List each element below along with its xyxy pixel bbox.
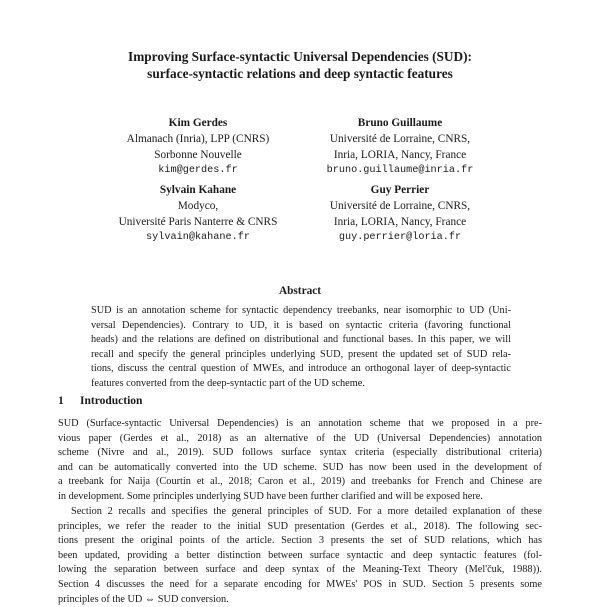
author-affiliation: Université de Lorraine, CNRS, xyxy=(329,132,471,145)
section-heading-introduction xyxy=(58,395,142,407)
intro-paragraph-2 xyxy=(58,505,542,607)
intro-paragraph-1 xyxy=(58,417,542,505)
author-name: Guy Perrier xyxy=(370,184,430,196)
author-affiliation: Almanach (Inria), LPP (CNRS) xyxy=(126,132,270,145)
abstract-line: recall and specify the general principles underlying SUD, present the updated set of SUD rela- xyxy=(91,348,511,360)
body-line: lowing the separation between surface and deep syntax of the Meaning-Text Theory (Mel'čuk, 1988)). xyxy=(58,564,542,576)
author-block-kahane xyxy=(88,183,308,246)
author-affiliation: Sorbonne Nouvelle xyxy=(154,148,242,161)
body-line: a treebank for Naija (Courtin et al., 2018; Caron et al., 2019) and treebanks for French and Chinese are xyxy=(58,476,542,488)
abstract-line: heads) and the relations are defined on distributional and functional bases. In this paper, we will xyxy=(91,334,511,346)
abstract-line: features converted from the deep-syntactic part of the UD scheme. xyxy=(91,377,365,389)
author-block-guillaume xyxy=(290,116,510,179)
author-affiliation: Université de Lorraine, CNRS, xyxy=(329,199,471,212)
author-block-perrier xyxy=(290,183,510,246)
body-line: been updated, providing a better distinction between surface syntactic and deep syntactic features (fol- xyxy=(58,549,542,561)
body-line: principles of the UD ⇔ SUD conversion. xyxy=(58,593,229,605)
body-line: SUD (Surface-syntactic Universal Dependencies) is an annotation scheme that we proposed in a pre- xyxy=(58,418,542,429)
title-line-2: surface-syntactic relations and deep syntactic features xyxy=(147,66,453,81)
author-affiliation: Modyco, xyxy=(177,199,219,212)
body-line: tions present the original points of the article. Section 3 presents the set of SUD relations, which has xyxy=(58,535,542,547)
author-email: guy.perrier@loria.fr xyxy=(338,232,462,244)
author-name: Kim Gerdes xyxy=(168,117,228,129)
abstract-heading: Abstract xyxy=(278,285,322,297)
author-affiliation: Inria, LORIA, Nancy, France xyxy=(333,215,467,228)
abstract-line: versal Dependencies). Contrary to UD, it is based on syntactic criteria (favoring functional xyxy=(91,319,511,331)
title-line-1: Improving Surface-syntactic Universal Dependencies (SUD): xyxy=(128,49,472,64)
body-line: Section 2 recalls and specifies the general principles of SUD. For a more detailed explanation of these xyxy=(71,506,542,517)
body-line: vious paper (Gerdes et al., 2018) as an alternative of the UD (Universal Dependencies) annotation xyxy=(58,432,542,444)
body-line: Section 4 discusses the need for a separate encoding for MWEs' POS in SUD. Section 5 presents some xyxy=(58,578,542,590)
body-line: and can be automatically converted into the UD scheme. SUD has now been used in the development of xyxy=(58,461,542,473)
body-line: in development. Some principles underlying SUD have been further clarified and will be exposed here. xyxy=(58,490,483,502)
body-line: principles, we refer the reader to the initial SUD presentation (Gerdes et al., 2018). The following sec- xyxy=(58,520,542,532)
author-email: bruno.guillaume@inria.fr xyxy=(326,165,474,177)
abstract-line: tions, discuss the central question of MWEs, and introduce an orthogonal layer of deep-syntactic xyxy=(91,363,511,375)
author-name: Bruno Guillaume xyxy=(357,117,443,129)
section-title: Introduction xyxy=(80,395,143,407)
author-email: sylvain@kahane.fr xyxy=(146,232,250,244)
paper-title xyxy=(60,48,540,82)
author-block-gerdes xyxy=(88,116,308,179)
section-number: 1 xyxy=(58,395,64,407)
body-line: scheme (Nivre and al., 2019). SUD follows surface syntax criteria (especially distributional criteria) xyxy=(58,447,542,459)
abstract-line: SUD is an annotation scheme for syntactic dependency treebanks, near isomorphic to UD (Uni- xyxy=(91,305,511,316)
author-name: Sylvain Kahane xyxy=(159,184,237,196)
author-email: kim@gerdes.fr xyxy=(158,165,238,177)
author-affiliation: Inria, LORIA, Nancy, France xyxy=(333,148,467,161)
author-affiliation: Université Paris Nanterre & CNRS xyxy=(118,215,278,228)
abstract-text xyxy=(91,304,511,392)
